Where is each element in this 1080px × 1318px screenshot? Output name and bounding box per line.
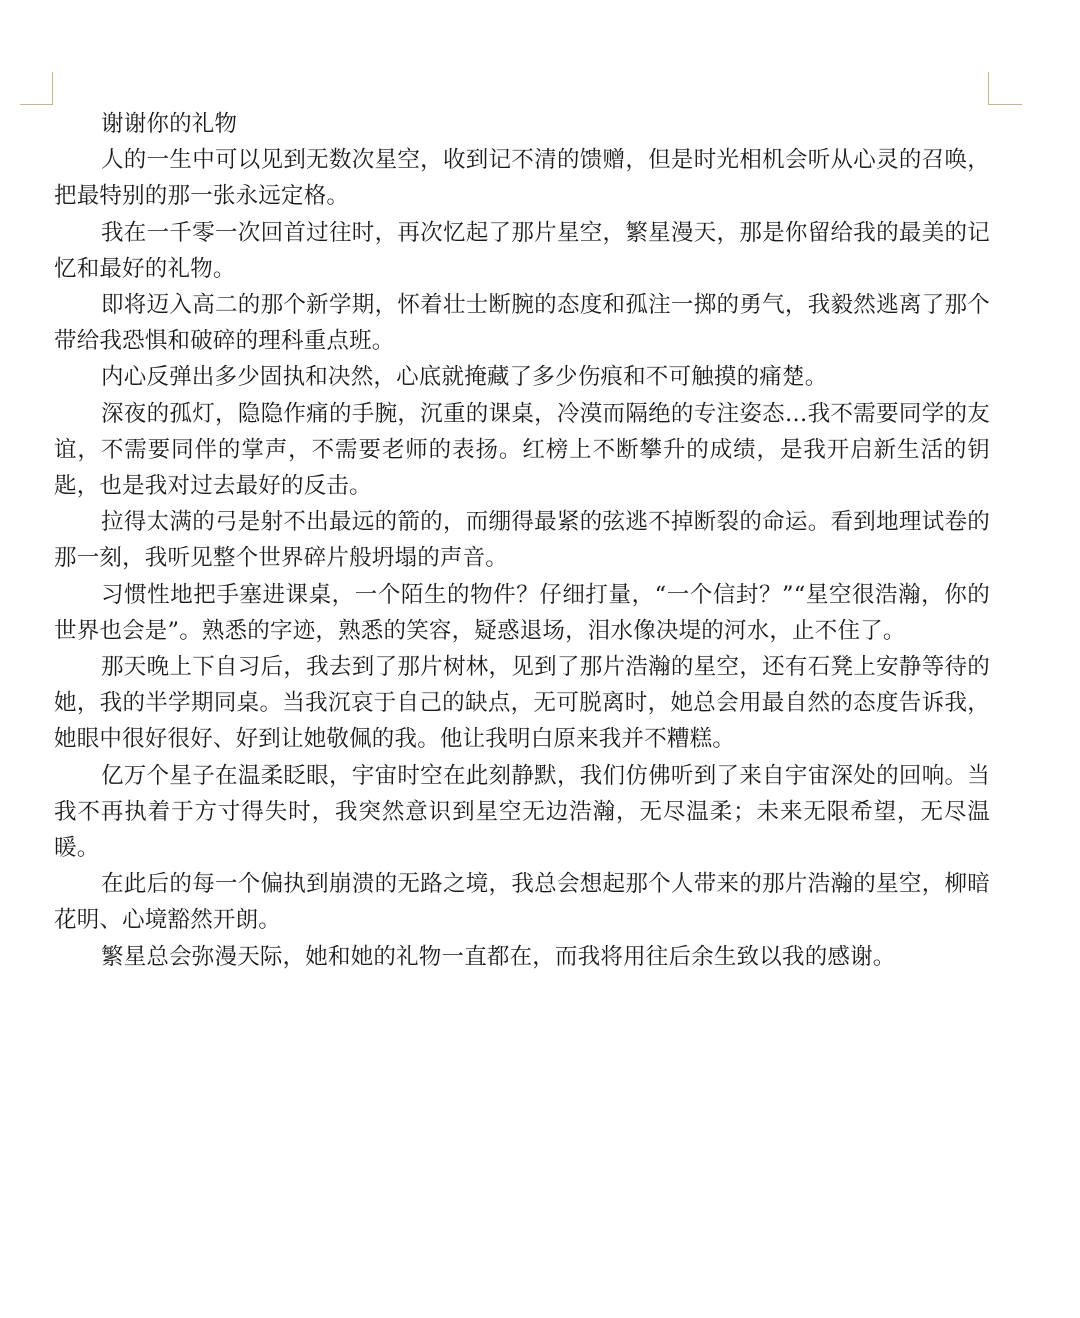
paragraph: 内心反弹出多少固执和决然，心底就掩藏了多少伤痕和不可触摸的痛楚。 [101, 364, 828, 391]
crop-mark-top-left [20, 72, 53, 105]
paragraph: 我在一千零一次回首过往时，再次忆起了那片星空，繁星漫天，那是你留给我的最美的记忆和最好的礼物。 [54, 219, 990, 282]
paragraph: 人的一生中可以见到无数次星空，收到记不清的馈赠，但是时光相机会听从心灵的召唤，把最特别的那一张永远定格。 [54, 147, 990, 210]
crop-mark-top-right [988, 72, 1022, 105]
paragraph: 即将迈入高二的那个新学期，怀着壮士断腕的态度和孤注一掷的勇气，我毅然逃离了那个带给我恐惧和破碎的理科重点班。 [54, 292, 990, 355]
paragraph: 深夜的孤灯，隐隐作痛的手腕，沉重的课桌，冷漠而隔绝的专注姿态…我不需要同学的友谊，不需要同伴的掌声，不需要老师的表扬。红榜上不断攀升的成绩，是我开启新生活的钥匙，也是我对过去最好的反击。 [54, 400, 990, 500]
paragraph: 亿万个星子在温柔眨眼，宇宙时空在此刻静默，我们仿佛听到了来自宇宙深处的回响。当我不再执着于方寸得失时，我突然意识到星空无边浩瀚，无尽温柔；未来无限希望，无尽温暖。 [54, 762, 990, 862]
paragraph: 繁星总会弥漫天际，她和她的礼物一直都在，而我将用往后余生致以我的感谢。 [101, 943, 896, 970]
paragraph: 拉得太满的弓是射不出最远的箭的，而绷得最紧的弦逃不掉断裂的命运。看到地理试卷的那一刻，我听见整个世界碎片般坍塌的声音。 [54, 509, 990, 572]
document-body [54, 106, 990, 975]
paragraph: 那天晚上下自习后，我去到了那片树林，见到了那片浩瀚的星空，还有石凳上安静等待的她，我的半学期同桌。当我沉哀于自己的缺点，无可脱离时，她总会用最自然的态度告诉我，她眼中很好很好、好到让她敬佩的我。他让我明白原来我并不糟糕。 [54, 654, 990, 753]
paragraph: 在此后的每一个偏执到崩溃的无路之境，我总会想起那个人带来的那片浩瀚的星空，柳暗花明、心境豁然开朗。 [54, 871, 990, 934]
paragraph: 习惯性地把手塞进课桌，一个陌生的物件？仔细打量，“一个信封？”“星空很浩瀚，你的世界也会是”。熟悉的字迹，熟悉的笑容，疑惑退场，泪水像决堤的河水，止不住了。 [54, 581, 990, 644]
document-title: 谢谢你的礼物 [101, 111, 238, 137]
